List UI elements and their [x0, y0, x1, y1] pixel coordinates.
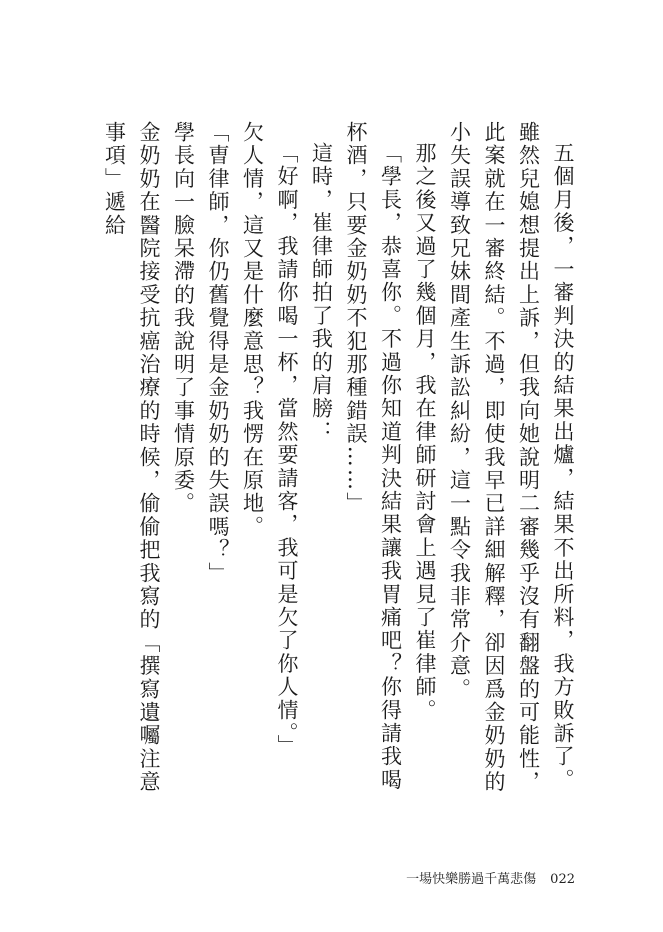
page-number: 022	[550, 872, 575, 887]
paragraph-5: 「好啊，我請你喝一杯，當然要請客，我可是欠了你人情。」	[275, 142, 299, 758]
running-title: 一場快樂勝過千萬悲傷	[406, 872, 537, 887]
paragraph-4: 這時，崔律師拍了我的肩膀：	[309, 142, 334, 444]
vertical-text-body	[100, 121, 580, 801]
paragraph-9: 金奶奶在醫院接受抗癌治療的時候，偷偷把我寫的「撰寫遺囑注意事項」遞給	[102, 121, 161, 794]
paragraph-6: 欠人情，這又是什麼意思？我愣在原地。	[240, 121, 265, 539]
paragraph-8: 學長向一臉呆滯的我說明了事情原委。	[171, 121, 196, 516]
paragraph-7: 「曺律師，你仍舊覺得是金奶奶的失誤嗎？」	[206, 121, 230, 585]
page-footer	[406, 868, 575, 887]
paragraph-2: 那之後又過了幾個月，我在律師研討會上遇見了崔律師。	[413, 142, 437, 722]
paragraph-1: 五個月後，一審判決的結果出爐，結果不出所料，我方敗訴了。雖然兒媳想提出上訴，但我向她說明二審幾乎沒有翻盤的可能性，此案就在一審終結。不過，即使我早已詳細解釋，卻因爲金奶奶的小失誤導致兄妹間產生訴訟糾紛，這一點令我非常介意。	[447, 121, 575, 794]
paragraph-3: 「學長，恭喜你。不過你知道判決結果讓我胃痛吧？你得請我喝杯酒，只要金奶奶不犯那種錯誤……」	[344, 121, 403, 792]
